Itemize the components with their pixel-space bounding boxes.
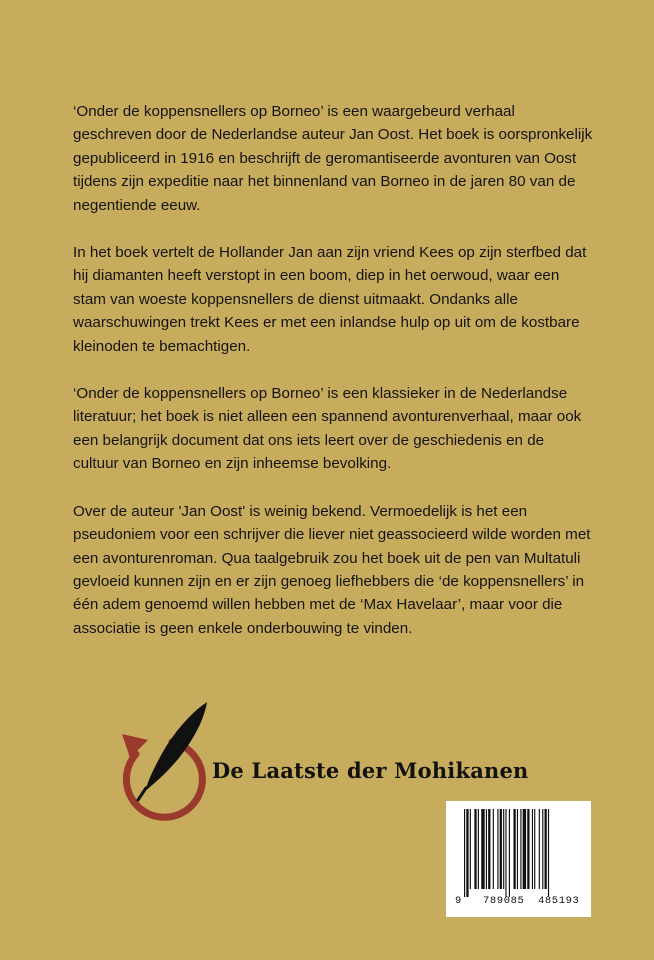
publisher-name: De Laatste der Mohikanen: [212, 758, 529, 783]
isbn-group-1: 789085: [483, 895, 525, 907]
blurb-paragraph-3: ‘Onder de koppensnellers op Borneo’ is een klassieker in de Nederlandse literatuur; het boek is niet alleen een spannend avonturenverhaal, maar ook een belangrijk document dat ons iets leert over de geschiedenis en de cultuur van Borneo en zijn inheemse bevolking.: [73, 385, 582, 473]
blurb-paragraph-1: ‘Onder de koppensnellers op Borneo’ is een waargebeurd verhaal geschreven door de Nederlandse auteur Jan Oost. Het boek is oorspronkelijk gepubliceerd in 1916 en beschrijft de geromantiseerde avonturen van Oost tijdens zijn expeditie naar het binnenland van Borneo in de jaren 80 van de negentiende eeuw.: [73, 103, 593, 214]
publisher-logo: [100, 696, 220, 826]
isbn-group-2: 485193: [538, 895, 580, 907]
blurb-paragraph-4: Over de auteur 'Jan Oost' is weinig bekend. Vermoedelijk is het een pseudoniem voor een schrijver die liever niet geassocieerd wilde worden met een avonturenroman. Qua taalgebruik zou het boek uit de pen van Multatuli gevloeid kunnen zijn en er zijn genoeg liefhebbers die ‘de koppensnellers’ in één adem genoemd willen hebben met de ‘Max Havelaar’, maar voor die associatie is geen enkele onderbouwing te vinden.: [73, 502, 591, 637]
isbn-barcode: [446, 801, 591, 917]
isbn-first-digit: 9: [455, 895, 462, 907]
quill-circle-icon: [100, 696, 220, 826]
blurb-text: [73, 100, 593, 640]
blurb-paragraph-2: In het boek vertelt de Hollander Jan aan zijn vriend Kees op zijn sterfbed dat hij diamanten heeft verstopt in een boom, diep in het oerwoud, waar een stam van woeste koppensnellers de dienst uitmaakt. Ondanks alle waarschuwingen trekt Kees er met een inlandse hulp op uit om de kostbare kleinoden te bemachtigen.: [73, 244, 587, 355]
